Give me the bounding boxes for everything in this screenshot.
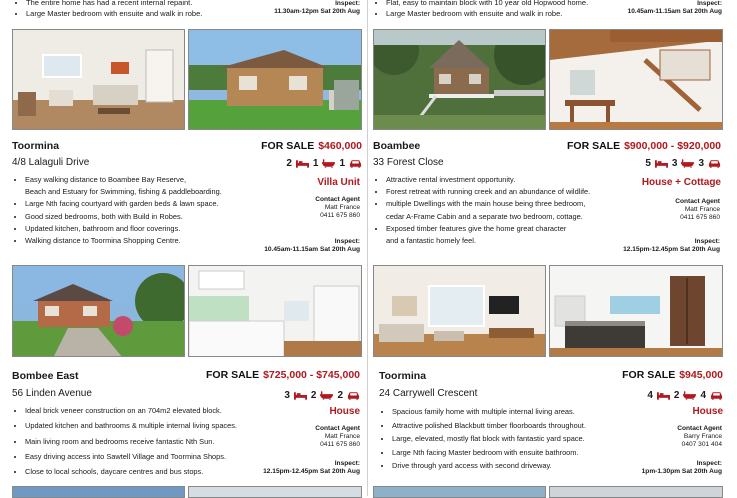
bullet: and a fantastic homely feel. <box>386 236 476 246</box>
inspect-label: Inspect: <box>335 0 360 7</box>
bed-count: 4 <box>647 390 653 401</box>
listing-2-bullets <box>376 174 646 247</box>
bed-icon <box>296 159 309 168</box>
listing-4-suburb: Toormina <box>379 370 427 382</box>
inspect-time: 12.15pm-12.45pm Sat 20th Aug <box>623 246 720 254</box>
car-count: 4 <box>700 390 706 401</box>
listing-1-photo-exterior <box>188 29 362 130</box>
column-divider <box>367 0 368 496</box>
agent-phone: 0411 675 860 <box>320 441 360 449</box>
price-amount: $725,000 - $745,000 <box>263 369 360 381</box>
next-listing-photo <box>188 486 362 498</box>
listing-3-suburb: Bombee East <box>12 370 79 382</box>
listing-1-inspect <box>230 238 360 254</box>
car-count: 1 <box>339 158 345 169</box>
bullet: • Spacious family home with multiple internal living areas. <box>392 405 652 419</box>
fragment-bullet: • Flat, easy to maintain block with 10 year old Hopwood home. <box>386 0 674 8</box>
bullet: • Exposed timber features give the home great character <box>386 223 646 235</box>
listing-1-bullets <box>15 174 280 247</box>
bullet: • Attractive polished Blackbutt timber floorboards throughout. <box>392 419 652 433</box>
bath-count: 3 <box>671 158 678 169</box>
listing-2-suburb: Boambee <box>373 140 421 152</box>
listing-4-address: 24 Carrywell Crescent <box>379 388 478 399</box>
for-sale-label: FOR SALE <box>261 140 315 152</box>
listing-1-agent <box>260 196 360 221</box>
bath-icon <box>320 391 333 400</box>
listing-3-inspect <box>230 460 360 476</box>
agent-label: Contact Agent <box>315 425 360 432</box>
bullet: • Updated kitchen, bathroom and floor coverings. <box>25 223 280 235</box>
listing-4-features <box>647 390 723 401</box>
agent-phone: 0407 301 404 <box>681 441 722 449</box>
listing-2-photo-exterior <box>373 29 546 130</box>
listing-3-address: 56 Linden Avenue <box>12 388 92 399</box>
listing-2-photo-interior <box>549 29 723 130</box>
inspect-time: 10.45am-11.15am Sat 20th Aug <box>627 8 722 15</box>
listing-1-suburb: Toormina <box>12 140 60 152</box>
bullet: • Easy walking distance to Boambee Bay Reserve, <box>25 174 280 186</box>
bullet: • Walking distance to Toormina Shopping Centre. <box>25 235 280 247</box>
listing-3-type: House <box>329 406 360 417</box>
bullet: Beach and Estuary for Swimming, fishing & paddleboarding. <box>25 187 222 197</box>
bed-icon <box>655 159 668 168</box>
bath-icon <box>683 391 696 400</box>
bullet: • Easy driving access into Sawtell Village and Toormina Shops. <box>25 449 290 464</box>
listing-4-type: House <box>692 406 723 417</box>
bed-count: 5 <box>645 158 651 169</box>
listing-2-price <box>567 140 721 152</box>
listing-2-inspect <box>590 238 720 254</box>
listing-4-inspect <box>592 460 722 476</box>
inspect-label: Inspect: <box>334 238 360 245</box>
bullet: • Updated kitchen and bathrooms & multiple internal living spaces. <box>25 418 290 433</box>
listing-3-photo-exterior <box>12 265 185 357</box>
agent-label: Contact Agent <box>677 425 722 432</box>
agent-label: Contact Agent <box>315 196 360 203</box>
for-sale-label: FOR SALE <box>622 369 676 381</box>
bed-count: 2 <box>286 158 292 169</box>
agent-name: Matt France <box>684 206 720 214</box>
listing-2-agent <box>620 198 720 223</box>
inspect-time: 11.30am-12pm Sat 20th Aug <box>274 8 360 15</box>
listing-1-type: Villa Unit <box>317 177 360 188</box>
top-left-inspect <box>238 0 360 16</box>
bullet: • Forest retreat with running creek and an abundance of wildlife. <box>386 186 646 198</box>
inspect-label: Inspect: <box>694 238 720 245</box>
car-icon <box>708 159 721 168</box>
listing-2-address: 33 Forest Close <box>373 157 444 168</box>
bullet: • Main living room and bedrooms receive fantastic Nth Sun. <box>25 434 290 449</box>
bullet: • Good sized bedrooms, both with Build in Robes. <box>25 211 280 223</box>
bath-count: 2 <box>310 390 317 401</box>
price-amount: $945,000 <box>679 369 723 381</box>
listing-4-agent <box>622 425 722 450</box>
bath-icon <box>322 159 335 168</box>
bullet: • Large, elevated, mostly flat block with fantastic yard space. <box>392 432 652 446</box>
bullet: • Drive through yard access with second driveway. <box>392 459 652 473</box>
listing-4-price <box>622 369 723 381</box>
agent-label: Contact Agent <box>675 198 720 205</box>
bullet: • Ideal brick veneer construction on an 704m2 elevated block. <box>25 403 290 418</box>
price-amount: $900,000 - $920,000 <box>624 140 721 152</box>
listing-2-type: House + Cottage <box>641 177 721 188</box>
agent-name: Matt France <box>324 433 360 441</box>
inspect-label: Inspect: <box>334 460 360 467</box>
listing-3-agent <box>260 425 360 450</box>
listing-4-photo-living <box>373 265 546 357</box>
inspect-label: Inspect: <box>696 460 722 467</box>
fragment-bullet: • Large Master bedroom with ensuite and walk in robe. <box>386 8 674 19</box>
agent-phone: 0411 675 860 <box>680 214 720 222</box>
bullet: • Large Nth facing courtyard with garden beds & lawn space. <box>25 198 280 210</box>
bullet: • Large Nth facing Master bedroom with ensuite bathroom. <box>392 446 652 460</box>
listing-1-photo-interior <box>12 29 185 130</box>
for-sale-label: FOR SALE <box>205 369 260 381</box>
listing-3-price <box>206 369 360 381</box>
listing-1-address: 4/8 Lalaguli Drive <box>12 157 90 168</box>
fragment-bullet: • Large Master bedroom with ensuite and walk in robe. <box>26 8 314 19</box>
agent-phone: 0411 675 860 <box>320 212 360 220</box>
bath-count: 1 <box>312 158 319 169</box>
car-count: 3 <box>698 158 704 169</box>
inspect-time: 1pm-1.30pm Sat 20th Aug <box>641 468 722 476</box>
next-listing-photo <box>373 486 546 498</box>
next-listing-photo <box>12 486 185 498</box>
car-icon <box>710 391 723 400</box>
listing-3-features <box>284 390 360 401</box>
inspect-time: 10.45am-11.15am Sat 20th Aug <box>264 246 360 254</box>
top-right-inspect <box>598 0 722 16</box>
bullet: • Attractive rental investment opportunity. <box>386 174 646 186</box>
listing-4-photo-kitchen <box>549 265 723 357</box>
bed-count: 3 <box>284 390 290 401</box>
car-icon <box>347 391 360 400</box>
bath-icon <box>681 159 694 168</box>
bed-icon <box>657 391 670 400</box>
car-icon <box>349 159 362 168</box>
car-count: 2 <box>337 390 343 401</box>
listing-1-features <box>286 158 362 169</box>
listing-2-features <box>645 158 721 169</box>
fragment-bullet: • The entire home has had a recent internal repaint. <box>26 0 314 8</box>
bath-count: 2 <box>673 390 680 401</box>
agent-name: Barry France <box>683 433 722 441</box>
bullet: • Close to local schools, daycare centres and bus stops. <box>25 464 290 479</box>
bed-icon <box>294 391 307 400</box>
bullet: • multiple Dwellings with the main house being three bedroom, <box>386 198 646 210</box>
listing-3-photo-kitchen <box>188 265 362 357</box>
agent-name: Matt France <box>324 204 360 212</box>
for-sale-label: FOR SALE <box>566 140 621 152</box>
inspect-label: Inspect: <box>697 0 722 7</box>
price-amount: $460,000 <box>318 140 362 152</box>
listing-1-price <box>261 140 362 152</box>
inspect-time: 12.15pm-12.45pm Sat 20th Aug <box>263 468 360 476</box>
next-listing-photo <box>549 486 723 498</box>
bullet: cedar A-Frame Cabin and a separate two bedroom, cottage. <box>386 211 583 221</box>
